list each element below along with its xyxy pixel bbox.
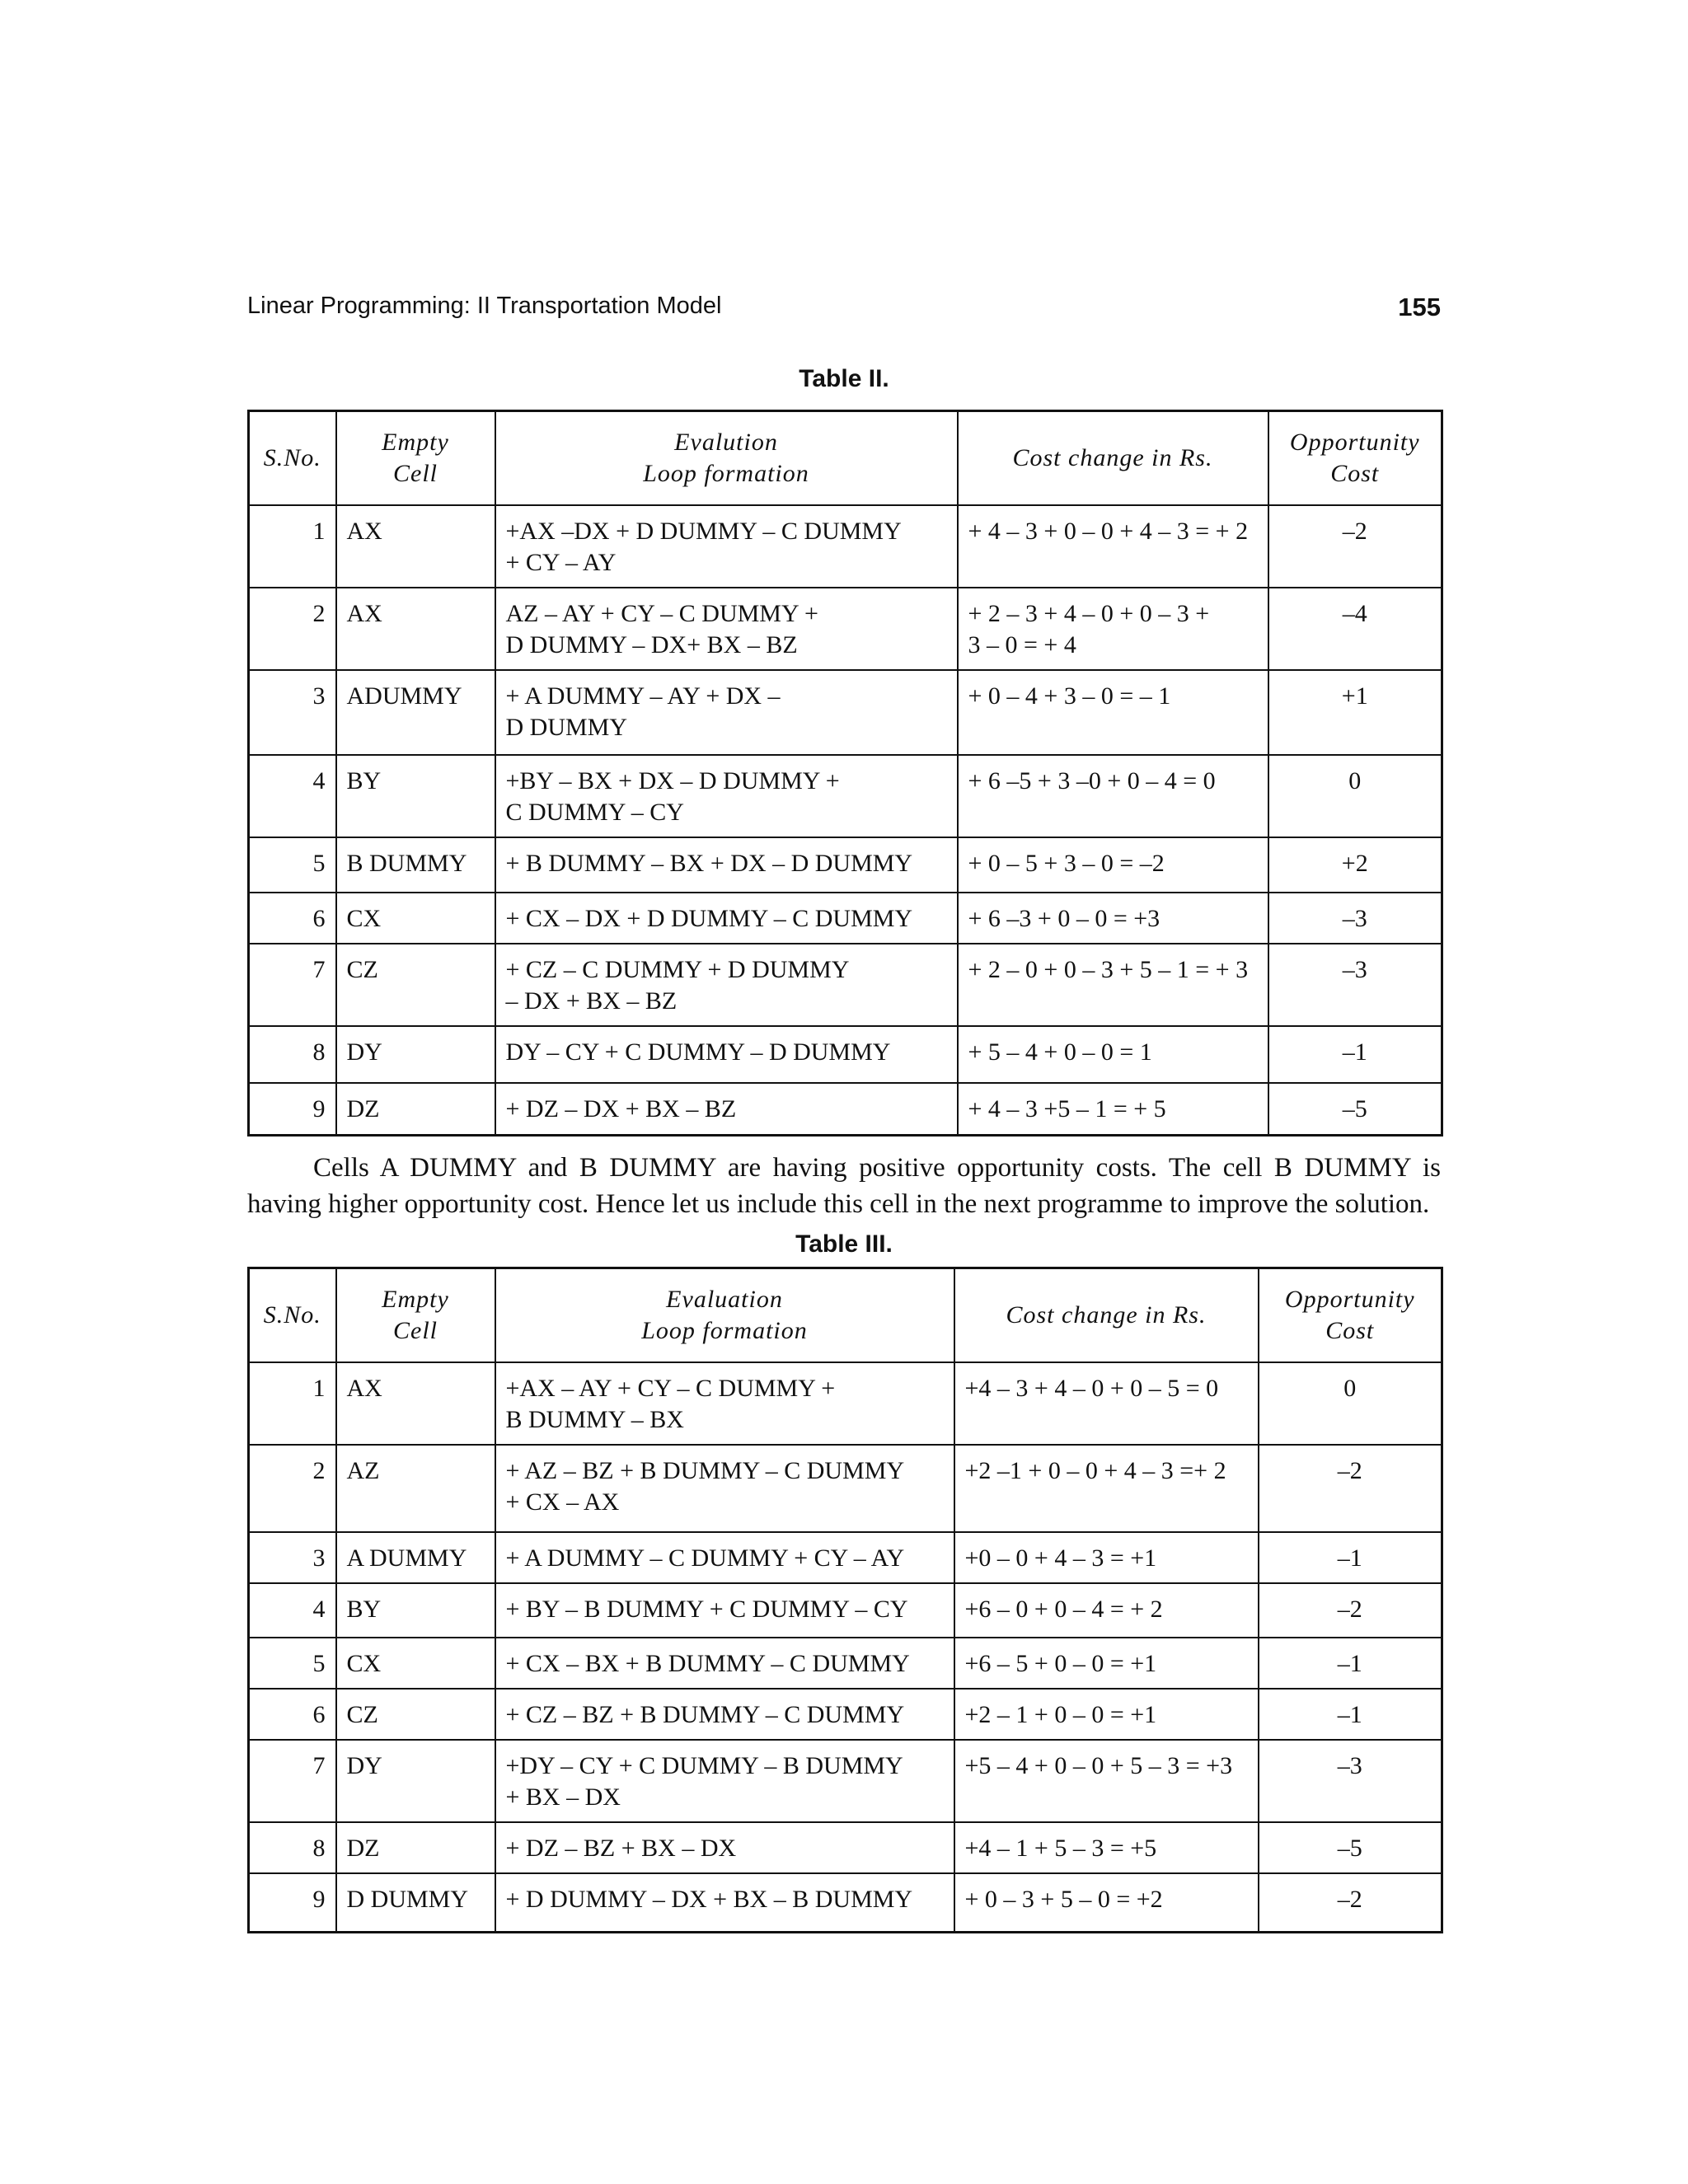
row-opportunity-cost: –1 xyxy=(1259,1532,1442,1583)
row-sno: 4 xyxy=(249,755,336,837)
table-row xyxy=(249,837,1442,893)
row-empty-cell: DY xyxy=(336,1026,495,1083)
row-empty-cell: CX xyxy=(336,1638,495,1689)
row-sno: 9 xyxy=(249,1873,336,1933)
row-opportunity-cost: –5 xyxy=(1259,1822,1442,1873)
table-row xyxy=(249,588,1442,670)
row-cost-change: + 6 –3 + 0 – 0 = +3 xyxy=(958,893,1268,944)
row-loop-formation: + DZ – DX + BX – BZ xyxy=(495,1083,958,1136)
row-empty-cell: AX xyxy=(336,505,495,588)
row-cost-change: + 0 – 5 + 3 – 0 = –2 xyxy=(958,837,1268,893)
header-opportunity-cost: Opportunity Cost xyxy=(1259,1268,1442,1362)
row-cost-change: +4 – 1 + 5 – 3 = +5 xyxy=(954,1822,1259,1873)
row-empty-cell: CZ xyxy=(336,1689,495,1740)
table-row xyxy=(249,1689,1442,1740)
row-loop-formation: + B DUMMY – BX + DX – D DUMMY xyxy=(495,837,958,893)
row-empty-cell: CX xyxy=(336,893,495,944)
table-2-header-row xyxy=(249,411,1442,505)
row-opportunity-cost: –1 xyxy=(1259,1638,1442,1689)
table-2 xyxy=(247,410,1443,1137)
row-cost-change: +0 – 0 + 4 – 3 = +1 xyxy=(954,1532,1259,1583)
table-3-caption: Table III. xyxy=(795,1230,893,1258)
row-sno: 8 xyxy=(249,1026,336,1083)
row-cost-change: +2 –1 + 0 – 0 + 4 – 3 =+ 2 xyxy=(954,1445,1259,1532)
row-cost-change: + 4 – 3 + 0 – 0 + 4 – 3 = + 2 xyxy=(958,505,1268,588)
row-sno: 6 xyxy=(249,893,336,944)
row-sno: 3 xyxy=(249,1532,336,1583)
row-opportunity-cost: 0 xyxy=(1259,1362,1442,1445)
row-cost-change: + 2 – 0 + 0 – 3 + 5 – 1 = + 3 xyxy=(958,944,1268,1026)
row-cost-change: +4 – 3 + 4 – 0 + 0 – 5 = 0 xyxy=(954,1362,1259,1445)
row-loop-formation: +AX –DX + D DUMMY – C DUMMY + CY – AY xyxy=(495,505,958,588)
row-cost-change: + 0 – 3 + 5 – 0 = +2 xyxy=(954,1873,1259,1933)
page-number: 155 xyxy=(1398,293,1441,321)
book-page xyxy=(247,293,1441,1933)
row-cost-change: +5 – 4 + 0 – 0 + 5 – 3 = +3 xyxy=(954,1740,1259,1822)
row-loop-formation: +DY – CY + C DUMMY – B DUMMY + BX – DX xyxy=(495,1740,954,1822)
book-title: Linear Programming: II Transportation Model xyxy=(247,293,722,319)
row-empty-cell: BY xyxy=(336,1583,495,1638)
table-row xyxy=(249,670,1442,755)
row-loop-formation: + CZ – C DUMMY + D DUMMY – DX + BX – BZ xyxy=(495,944,958,1026)
row-empty-cell: ADUMMY xyxy=(336,670,495,755)
row-opportunity-cost: –1 xyxy=(1268,1026,1442,1083)
table-row xyxy=(249,1583,1442,1638)
body-paragraph: Cells A DUMMY and B DUMMY are having positive opportunity costs. The cell B DUMMY is having higher opportunity cost. Hence let us include this cell in the next programme to improve the solution. xyxy=(247,1153,1441,1219)
header-loop-formation: Evaluation Loop formation xyxy=(495,1268,954,1362)
table-row xyxy=(249,755,1442,837)
row-sno: 1 xyxy=(249,1362,336,1445)
row-empty-cell: CZ xyxy=(336,944,495,1026)
row-empty-cell: DZ xyxy=(336,1083,495,1136)
row-loop-formation: + CZ – BZ + B DUMMY – C DUMMY xyxy=(495,1689,954,1740)
row-loop-formation: + A DUMMY – AY + DX – D DUMMY xyxy=(495,670,958,755)
row-opportunity-cost: –2 xyxy=(1259,1583,1442,1638)
header-cost-change: Cost change in Rs. xyxy=(958,411,1268,505)
row-opportunity-cost: –2 xyxy=(1259,1445,1442,1532)
header-empty-cell: Empty Cell xyxy=(336,411,495,505)
row-cost-change: +2 – 1 + 0 – 0 = +1 xyxy=(954,1689,1259,1740)
row-cost-change: +6 – 0 + 0 – 4 = + 2 xyxy=(954,1583,1259,1638)
table-row xyxy=(249,1873,1442,1933)
table-row xyxy=(249,1532,1442,1583)
row-opportunity-cost: –1 xyxy=(1259,1689,1442,1740)
row-opportunity-cost: +1 xyxy=(1268,670,1442,755)
row-sno: 4 xyxy=(249,1583,336,1638)
table-3 xyxy=(247,1267,1443,1933)
row-opportunity-cost: –4 xyxy=(1268,588,1442,670)
row-empty-cell: DZ xyxy=(336,1822,495,1873)
row-loop-formation: AZ – AY + CY – C DUMMY + D DUMMY – DX+ BX – BZ xyxy=(495,588,958,670)
row-loop-formation: DY – CY + C DUMMY – D DUMMY xyxy=(495,1026,958,1083)
row-opportunity-cost: –2 xyxy=(1268,505,1442,588)
row-empty-cell: AX xyxy=(336,1362,495,1445)
row-sno: 7 xyxy=(249,1740,336,1822)
row-opportunity-cost: –3 xyxy=(1268,893,1442,944)
row-sno: 8 xyxy=(249,1822,336,1873)
header-opportunity-cost: Opportunity Cost xyxy=(1268,411,1442,505)
row-loop-formation: + AZ – BZ + B DUMMY – C DUMMY + CX – AX xyxy=(495,1445,954,1532)
row-sno: 2 xyxy=(249,1445,336,1532)
header-empty-cell: Empty Cell xyxy=(336,1268,495,1362)
row-sno: 7 xyxy=(249,944,336,1026)
running-head xyxy=(247,293,1441,329)
row-empty-cell: DY xyxy=(336,1740,495,1822)
row-opportunity-cost: +2 xyxy=(1268,837,1442,893)
row-loop-formation: + BY – B DUMMY + C DUMMY – CY xyxy=(495,1583,954,1638)
row-loop-formation: + A DUMMY – C DUMMY + CY – AY xyxy=(495,1532,954,1583)
table-row xyxy=(249,1083,1442,1136)
row-sno: 2 xyxy=(249,588,336,670)
row-empty-cell: D DUMMY xyxy=(336,1873,495,1933)
row-cost-change: + 2 – 3 + 4 – 0 + 0 – 3 + 3 – 0 = + 4 xyxy=(958,588,1268,670)
table-row xyxy=(249,944,1442,1026)
row-sno: 6 xyxy=(249,1689,336,1740)
row-opportunity-cost: –2 xyxy=(1259,1873,1442,1933)
row-cost-change: + 0 – 4 + 3 – 0 = – 1 xyxy=(958,670,1268,755)
row-loop-formation: + DZ – BZ + BX – DX xyxy=(495,1822,954,1873)
header-loop-formation: Evalution Loop formation xyxy=(495,411,958,505)
row-cost-change: + 5 – 4 + 0 – 0 = 1 xyxy=(958,1026,1268,1083)
row-cost-change: + 4 – 3 +5 – 1 = + 5 xyxy=(958,1083,1268,1136)
row-empty-cell: AZ xyxy=(336,1445,495,1532)
table-row xyxy=(249,505,1442,588)
table-row xyxy=(249,1026,1442,1083)
row-opportunity-cost: –5 xyxy=(1268,1083,1442,1136)
row-empty-cell: AX xyxy=(336,588,495,670)
row-cost-change: +6 – 5 + 0 – 0 = +1 xyxy=(954,1638,1259,1689)
row-loop-formation: +BY – BX + DX – D DUMMY + C DUMMY – CY xyxy=(495,755,958,837)
table-row xyxy=(249,893,1442,944)
table-row xyxy=(249,1638,1442,1689)
table-row xyxy=(249,1822,1442,1873)
header-cost-change: Cost change in Rs. xyxy=(954,1268,1259,1362)
row-sno: 9 xyxy=(249,1083,336,1136)
table-2-caption: Table II. xyxy=(799,365,889,392)
row-loop-formation: + CX – DX + D DUMMY – C DUMMY xyxy=(495,893,958,944)
row-opportunity-cost: –3 xyxy=(1259,1740,1442,1822)
row-empty-cell: B DUMMY xyxy=(336,837,495,893)
table-3-header-row xyxy=(249,1268,1442,1362)
row-opportunity-cost: 0 xyxy=(1268,755,1442,837)
row-loop-formation: +AX – AY + CY – C DUMMY + B DUMMY – BX xyxy=(495,1362,954,1445)
table-row xyxy=(249,1445,1442,1532)
row-loop-formation: + D DUMMY – DX + BX – B DUMMY xyxy=(495,1873,954,1933)
table-row xyxy=(249,1362,1442,1445)
row-cost-change: + 6 –5 + 3 –0 + 0 – 4 = 0 xyxy=(958,755,1268,837)
row-loop-formation: + CX – BX + B DUMMY – C DUMMY xyxy=(495,1638,954,1689)
header-sno: S.No. xyxy=(249,411,336,505)
row-sno: 3 xyxy=(249,670,336,755)
row-empty-cell: A DUMMY xyxy=(336,1532,495,1583)
row-opportunity-cost: –3 xyxy=(1268,944,1442,1026)
row-sno: 1 xyxy=(249,505,336,588)
header-sno: S.No. xyxy=(249,1268,336,1362)
row-empty-cell: BY xyxy=(336,755,495,837)
row-sno: 5 xyxy=(249,1638,336,1689)
row-sno: 5 xyxy=(249,837,336,893)
table-row xyxy=(249,1740,1442,1822)
